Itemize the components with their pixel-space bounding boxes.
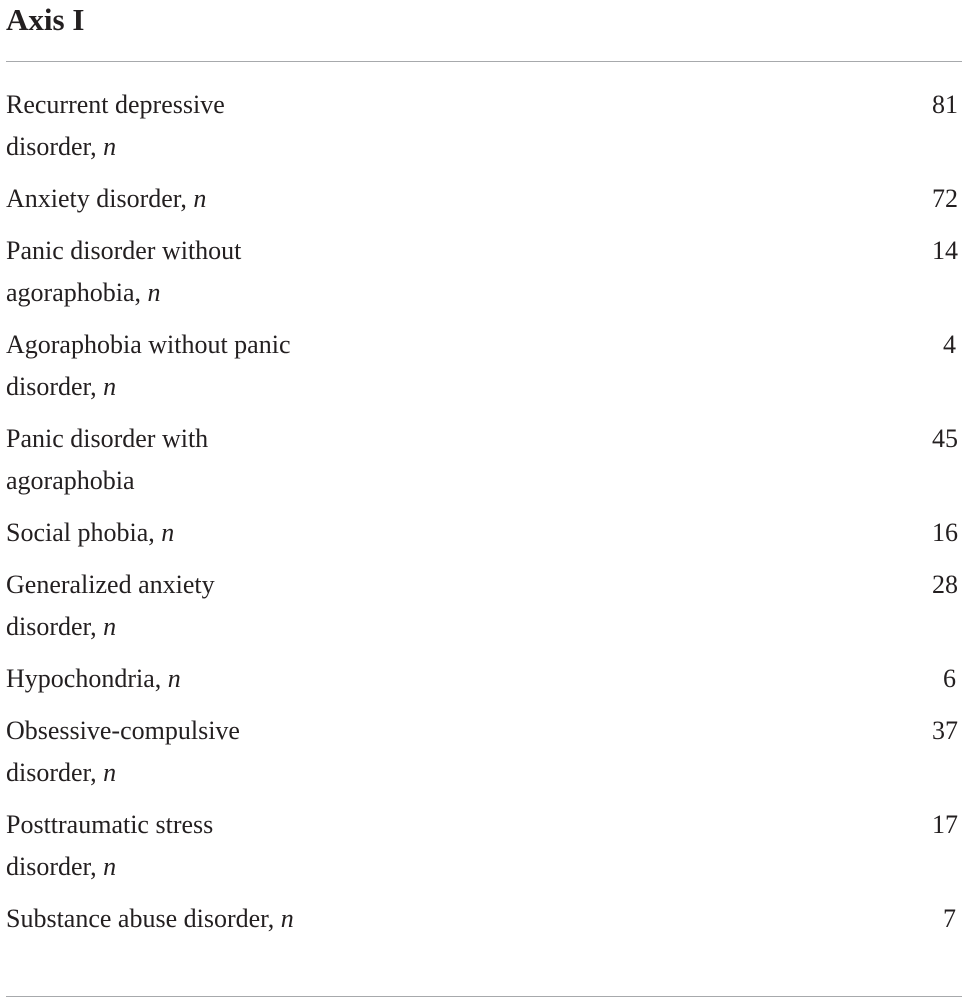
top-divider xyxy=(6,61,962,62)
row-value: 37 xyxy=(932,716,958,745)
row-label: Generalized anxiety disorder, n xyxy=(6,570,215,641)
table-row xyxy=(6,230,962,314)
table-body xyxy=(6,84,962,950)
table-row xyxy=(6,804,962,888)
row-label: Hypochondria, n xyxy=(6,664,181,693)
row-label: Agoraphobia without panic disorder, n xyxy=(6,330,291,401)
row-label: Social phobia, n xyxy=(6,518,175,547)
row-value: 7 xyxy=(943,904,956,933)
row-label: Anxiety disorder, n xyxy=(6,184,207,213)
table-row xyxy=(6,84,962,168)
row-label: Obsessive-compulsive disorder, n xyxy=(6,716,240,787)
row-label: Posttraumatic stress disorder, n xyxy=(6,810,214,881)
table-row xyxy=(6,418,962,502)
bottom-divider xyxy=(6,996,962,997)
row-value: 6 xyxy=(943,664,956,693)
row-value: 45 xyxy=(932,424,958,453)
row-label: Recurrent depressive disorder, n xyxy=(6,90,225,161)
table-row xyxy=(6,710,962,794)
row-value: 14 xyxy=(932,236,958,265)
table-row xyxy=(6,898,962,940)
row-value: 4 xyxy=(943,330,956,359)
table-row xyxy=(6,178,962,220)
row-label: Panic disorder without agoraphobia, n xyxy=(6,236,242,307)
row-value: 72 xyxy=(932,184,958,213)
table-row xyxy=(6,324,962,408)
table-row xyxy=(6,512,962,554)
row-label: Panic disorder with agoraphobia xyxy=(6,424,209,495)
row-value: 16 xyxy=(932,518,958,547)
table-row xyxy=(6,658,962,700)
table-row xyxy=(6,564,962,648)
row-value: 28 xyxy=(932,570,958,599)
row-value: 81 xyxy=(932,90,958,119)
row-value: 17 xyxy=(932,810,958,839)
section-title: Axis I xyxy=(6,2,85,37)
row-label: Substance abuse disorder, n xyxy=(6,904,294,933)
